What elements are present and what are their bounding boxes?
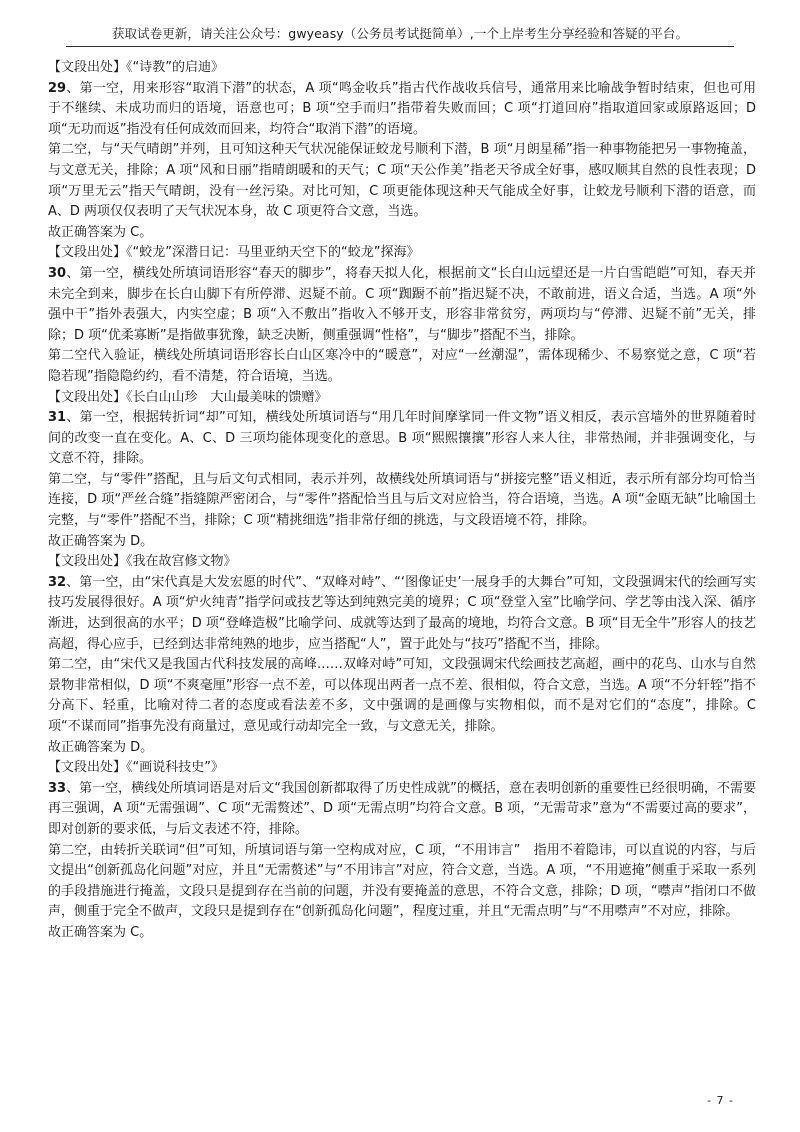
source-line: 【文段出处】《“诗教”的启迪》	[48, 60, 224, 75]
question-number: 33	[48, 780, 67, 796]
source-line: 【文段出处】《长白山山珍 大山最美味的馈赠》	[48, 389, 328, 405]
source-line: 【文段出处】《“蛟龙”深潜日记：马里亚纳天空下的“蛟龙”探海》	[48, 245, 420, 261]
explanation-paragraph	[48, 573, 756, 655]
page-header: 获取试卷更新，请关注公众号：gwyeasy（公务员考试挺简单）,一个上岸考生分享经验和答疑的平台。	[111, 26, 689, 41]
header-divider	[66, 46, 734, 47]
question-number: 31	[48, 410, 67, 426]
explanation-paragraph: 第二空，与“零件”搭配，且与后文句式相同，表示并列，故横线处所填词语与“拼接完整”语义相近，表示所有部分均可恰当连接，D 项“严丝合缝”指缝隙严密闭合，与“零件”搭配恰当且与后文对应恰当，符合语境，当选。A 项“金瓯无缺”比喻国土完整，与“零件”搭配不当，排除；C 项“精挑细选”指非常仔细的挑选，与文段语境不符，排除。	[48, 471, 756, 529]
answer-line: 故正确答案为 D。	[48, 739, 154, 755]
explanation-paragraph	[48, 264, 756, 346]
paragraph-text: 、第一空，根据转折词“却”可知，横线处所填词语与“用几年时间摩挲同一件文物”语义相反，表示宫墙外的世界随着时间的改变一直在变化。A、C、D 三项均能体现变化的意思。B 项“熙熙攘攘”形容人来人往，非常热闹，并非强调变化，与文意不符，排除。	[48, 410, 756, 467]
source-line: 【文段出处】《我在故宫修文物》	[48, 554, 237, 570]
answer-line: 故正确答案为 D。	[48, 533, 154, 549]
explanation-paragraph: 第二空代入验证，横线处所填词语形容长白山区寒冷中的“暖意”，对应“一丝潮湿”，需体现稀少、不易察觉之意，C 项“若隐若现”指隐隐约约，看不清楚，符合语境，当选。	[48, 348, 756, 384]
question-number: 30	[48, 265, 67, 281]
answer-line: 故正确答案为 C。	[48, 924, 153, 940]
explanation-paragraph: 第二空，由“宋代又是我国古代科技发展的高峰……双峰对峙”可知，文段强调宋代绘画技艺高超，画中的花鸟、山水与自然景物非常相似，D 项“不爽毫厘”形容一点不差，可以体现出两者一点不差、很相似，符合文意，当选。A 项“不分轩轾”指不分高下、轻重，比喻对待二者的态度或看法差不多，文中强调的是画像与实物相似，而不是对它们的“态度”，排除。C 项“不谋而同”指事先没有商量过，意见或行动却完全一致，与文意无关，排除。	[48, 657, 756, 734]
explanation-paragraph	[48, 79, 756, 141]
question-number: 32	[48, 574, 67, 590]
answer-line: 故正确答案为 C。	[48, 224, 153, 240]
explanation-paragraph: 第二空，由转折关联词“但”可知，所填词语与第一空构成对应，C 项，“不用讳言” 指用不着隐讳，可以直说的内容，与后文提出“创新孤岛化问题”对应，并且“无需赘述”与“不用讳言”对应，符合文意，当选。A 项，“不用遮掩”侧重于采取一系列的手段措施进行掩盖，文段只是提到存在当前的问题，并没有要掩盖的意思，不符合文意，排除；D 项，“噤声”指闭口不做声，侧重于完全不做声，文段只是提到存在“创新孤岛化问题”，程度过重，并且“无需点明”与“不用噤声”不对应，排除。	[48, 842, 756, 920]
document-body	[48, 58, 756, 944]
question-number: 29	[48, 80, 67, 96]
explanation-paragraph	[48, 408, 756, 470]
paragraph-text: 、第一空，用来形容“取消下潜”的状态，A 项“鸣金收兵”指古代作战收兵信号，通常用来比喻战争暂时结束，但也可用于不继续、未成功而归的语境，语意也可；B 项“空手而归”指带着失败而回；C 项“打道回府”指取道回家或原路返回；D 项“无功而返”指没有任何成效而回来，均符合“取消下潜”的语境。	[48, 80, 756, 137]
paragraph-text: 、第一空，横线处所填词语形容“春天的脚步”，将春天拟人化，根据前文“长白山远望还是一片白雪皑皑”可知，春天并未完全到来，脚步在长白山脚下有所停滞、迟疑不前。C 项“踟蹰不前”指迟疑不决，不敢前进，语义合适，当选。A 项“外强中干”指外表强大，内实空虚；B 项“入不敷出”指收入不够开支，形容非常贫穷，两项均与“停滞、迟疑不前”无关，排除；D 项“优柔寡断”是指做事犹豫，缺乏决断，侧重强调“性格”，与“脚步”搭配不当，排除。	[48, 265, 756, 343]
page-number: - 7 -	[707, 1094, 734, 1107]
source-line: 【文段出处】《“画说科技史”》	[48, 760, 224, 776]
paragraph-text: 、第一空，由“宋代真是大发宏愿的时代”、“双峰对峙”、“‘图像证史’一展身手的大舞台”可知，文段强调宋代的绘画写实技巧发展得很好。A 项“炉火纯青”指学问或技艺等达到纯熟完美的境界；C 项“登堂入室”比喻学问、学艺等由浅入深、循序渐进，达到很高的水平；D 项“登峰造极”比喻学问、成就等达到了最高的境地，均符合文意。B 项“目无全牛”形容人的技艺高超，得心应手，已经到达非常纯熟的地步，应当搭配“人”，置于此处与“技巧”搭配不当，排除。	[48, 574, 756, 652]
explanation-paragraph	[48, 779, 756, 841]
explanation-paragraph: 第二空，与“天气晴朗”并列，且可知这种天气状况能保证蛟龙号顺利下潜，B 项“月朗星稀”指一种事物能把另一事物掩盖，与文意无关，排除；A 项“风和日丽”指晴朗暖和的天气；C 项“天公作美”指老天爷成全好事，感叹顺其自然的良性表现；D 项“万里无云”指天气晴朗，没有一丝污染。对比可知，C 项更能体现这种天气能成全好事，让蛟龙号顺利下潜的语意，而 A、D 两项仅仅表明了天气状况本身，故 C 项更符合文意，当选。	[48, 142, 756, 220]
paragraph-text: 、第一空，横线处所填词语是对后文“我国创新都取得了历史性成就”的概括，意在表明创新的重要性已经很明确，不需要再三强调，A 项“无需强调”、C 项“无需赘述”、D 项“无需点明”均符合文意。B 项，“无需苛求”意为“不需要过高的要求”，即对创新的要求低，与后文表述不符，排除。	[48, 780, 756, 837]
